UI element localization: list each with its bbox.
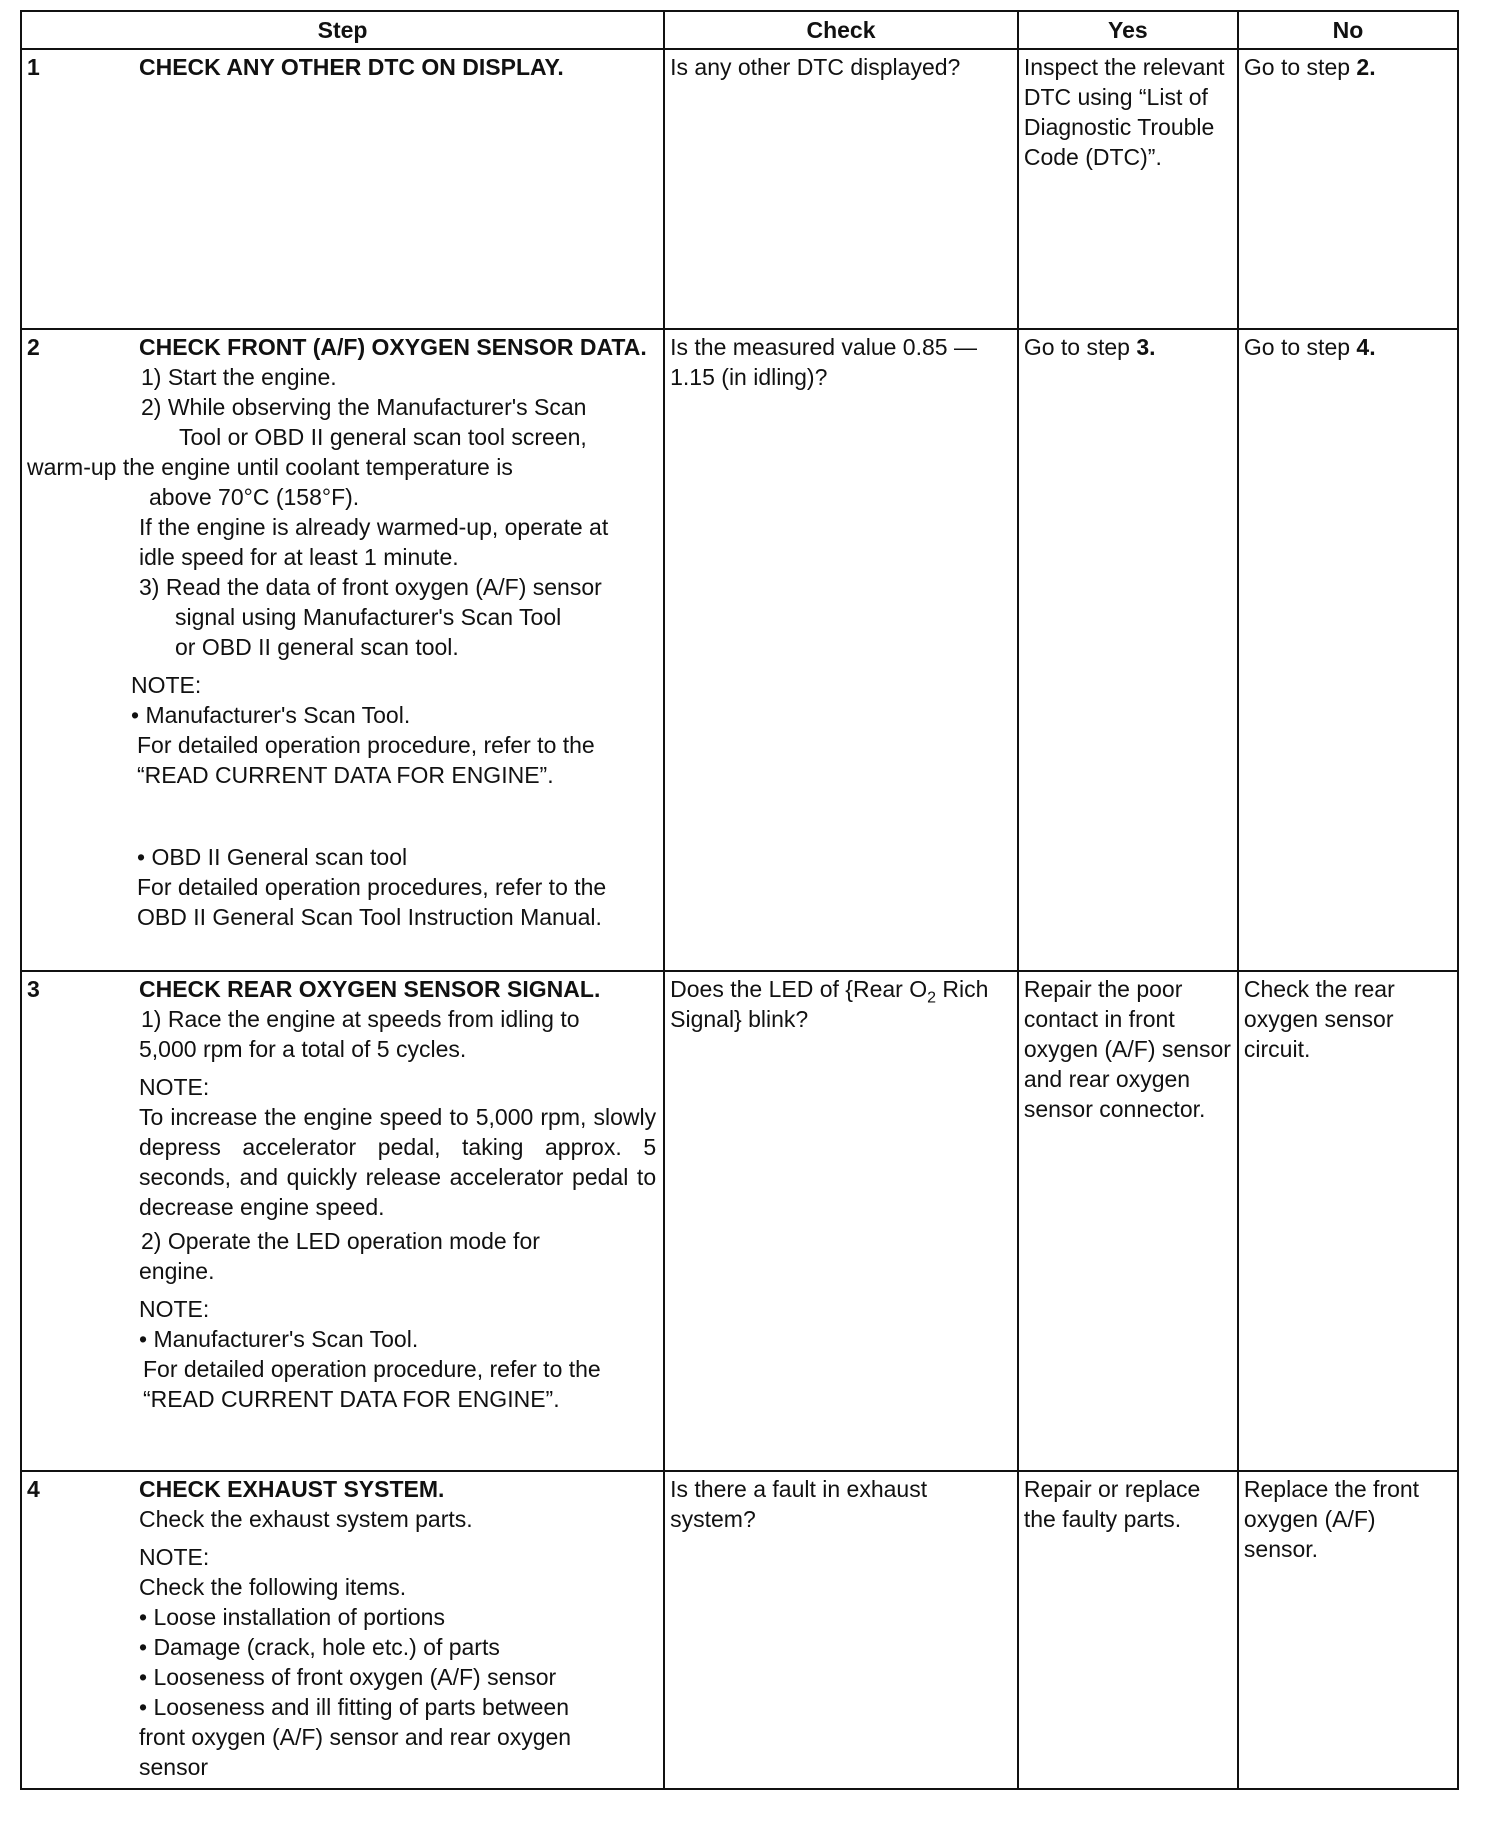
step-title: CHECK ANY OTHER DTC ON DISPLAY.	[139, 54, 564, 80]
note-line: • Damage (crack, hole etc.) of parts	[139, 1634, 500, 1660]
note-line: Check the following items.	[139, 1574, 407, 1600]
step-line: Check the exhaust system parts.	[139, 1506, 473, 1532]
step-number: 1	[27, 54, 40, 80]
note-line: • Loose installation of portions	[139, 1604, 445, 1630]
note-line: front oxygen (A/F) sensor and rear oxygen	[139, 1724, 572, 1750]
step-cell	[21, 49, 664, 329]
note-line: • OBD II General scan tool	[137, 844, 408, 870]
step-line: engine.	[139, 1258, 215, 1284]
header-no: No	[1238, 11, 1458, 49]
header-step: Step	[21, 11, 664, 49]
step-number: 2	[27, 334, 40, 360]
step-line: or OBD II general scan tool.	[175, 634, 459, 660]
step-title: CHECK EXHAUST SYSTEM.	[139, 1476, 445, 1502]
note-line: sensor	[139, 1754, 209, 1780]
yes-cell	[1018, 329, 1238, 971]
step-line: Tool or OBD II general scan tool screen,	[179, 424, 587, 450]
step-title: CHECK REAR OXYGEN SENSOR SIGNAL.	[139, 976, 601, 1002]
check-cell: Is any other DTC displayed?	[664, 49, 1018, 329]
step-cell	[21, 329, 664, 971]
note-text: To increase the engine speed to 5,000 rpm, slowly depress accelerator pedal, taking approx. 5 seconds, and quickly release accelerator pedal to decrease engine speed.	[139, 1104, 657, 1220]
note-label: NOTE:	[139, 1296, 210, 1322]
no-text: Go to step	[1243, 334, 1357, 360]
step-cell	[21, 1471, 664, 1789]
no-text: Go to step	[1243, 54, 1357, 80]
yes-cell: Repair the poor contact in front oxygen (A/F) sensor and rear oxygen sensor connector.	[1018, 971, 1238, 1471]
step-line: above 70°C (158°F).	[149, 484, 360, 510]
yes-cell: Inspect the relevant DTC using “List of Diagnostic Trouble Code (DTC)”.	[1018, 49, 1238, 329]
check-cell: Is the measured value 0.85 — 1.15 (in idling)?	[664, 329, 1018, 971]
check-subscript: 2	[927, 989, 936, 1007]
note-line: OBD II General Scan Tool Instruction Manual.	[137, 904, 602, 930]
table-row	[21, 329, 1458, 971]
note-line: For detailed operation procedure, refer to the	[137, 732, 595, 758]
no-cell	[1238, 49, 1458, 329]
note-line: • Manufacturer's Scan Tool.	[131, 702, 411, 728]
note-label: NOTE:	[139, 1544, 210, 1570]
yes-cell: Repair or replace the faulty parts.	[1018, 1471, 1238, 1789]
yes-text: Go to step	[1023, 334, 1137, 360]
table-row	[21, 49, 1458, 329]
note-label: NOTE:	[131, 672, 202, 698]
no-cell: Replace the front oxygen (A/F) sensor.	[1238, 1471, 1458, 1789]
check-text: Does the LED of {Rear O	[670, 976, 928, 1002]
step-line: 5,000 rpm for a total of 5 cycles.	[139, 1036, 467, 1062]
step-line: idle speed for at least 1 minute.	[139, 544, 459, 570]
note-line: • Manufacturer's Scan Tool.	[139, 1326, 419, 1352]
step-cell	[21, 971, 664, 1471]
check-cell	[664, 971, 1018, 1471]
step-line: 1) Start the engine.	[141, 364, 337, 390]
step-title: CHECK FRONT (A/F) OXYGEN SENSOR DATA.	[139, 334, 647, 360]
no-cell: Check the rear oxygen sensor circuit.	[1238, 971, 1458, 1471]
step-line: 2) Operate the LED operation mode for	[141, 1228, 540, 1254]
table-header-row	[21, 11, 1458, 49]
table-row	[21, 1471, 1458, 1789]
step-line: 1) Race the engine at speeds from idling to	[141, 1006, 580, 1032]
header-check: Check	[664, 11, 1018, 49]
no-step-ref: 2.	[1356, 54, 1376, 80]
note-line: • Looseness and ill fitting of parts between	[139, 1694, 569, 1720]
table-row	[21, 971, 1458, 1471]
no-cell	[1238, 329, 1458, 971]
header-yes: Yes	[1018, 11, 1238, 49]
step-line: warm-up the engine until coolant temperature is	[27, 454, 513, 480]
no-step-ref: 4.	[1356, 334, 1376, 360]
step-number: 4	[27, 1476, 40, 1502]
step-line: 2) While observing the Manufacturer's Scan	[141, 394, 587, 420]
step-line: 3) Read the data of front oxygen (A/F) sensor	[139, 574, 602, 600]
note-line: “READ CURRENT DATA FOR ENGINE”.	[143, 1386, 560, 1412]
step-number: 3	[27, 976, 40, 1002]
step-line: If the engine is already warmed-up, operate at	[139, 514, 609, 540]
note-line: For detailed operation procedure, refer to the	[143, 1356, 601, 1382]
check-cell: Is there a fault in exhaust system?	[664, 1471, 1018, 1789]
note-label: NOTE:	[139, 1074, 210, 1100]
check-text-end: Rich Signal} blink?	[670, 976, 989, 1032]
diagnostic-table	[20, 10, 1459, 1790]
note-line: “READ CURRENT DATA FOR ENGINE”.	[137, 762, 554, 788]
note-line: • Looseness of front oxygen (A/F) sensor	[139, 1664, 557, 1690]
step-line: signal using Manufacturer's Scan Tool	[175, 604, 562, 630]
yes-step-ref: 3.	[1136, 334, 1156, 360]
note-line: For detailed operation procedures, refer to the	[137, 874, 607, 900]
